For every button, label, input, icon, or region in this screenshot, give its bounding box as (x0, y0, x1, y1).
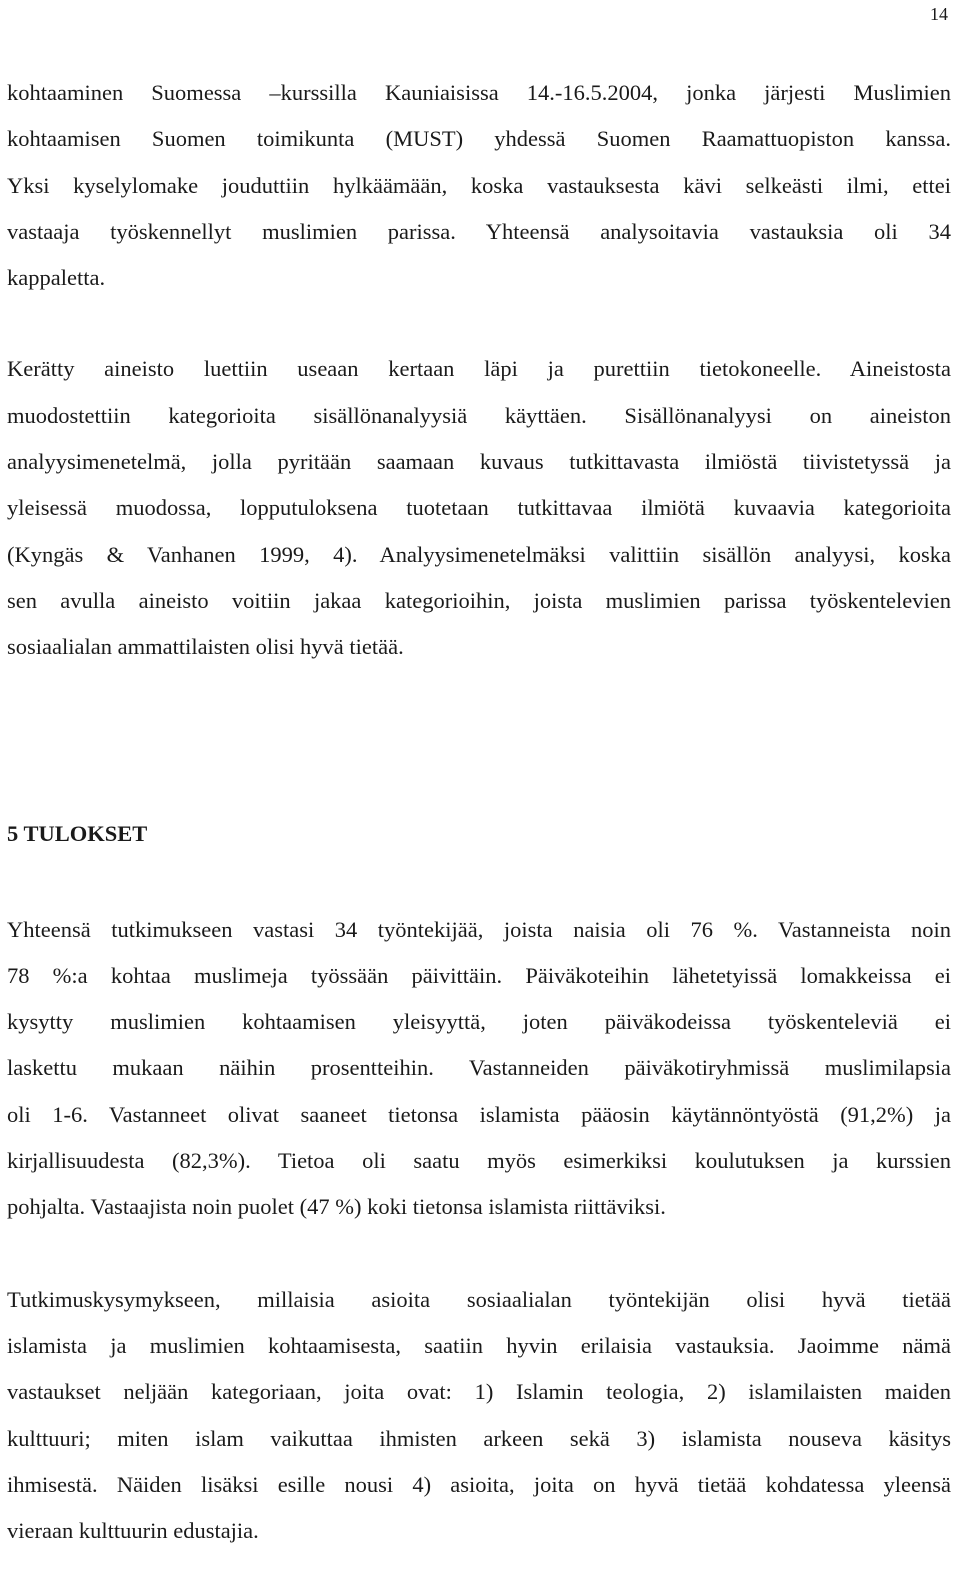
page-number: 14 (930, 4, 948, 24)
text-line: Kerätty aineisto luettiin useaan kertaan läpi ja purettiin tietokoneelle. Aineistosta (7, 356, 951, 382)
text-line: vieraan kulttuurin edustajia. (7, 1518, 259, 1544)
text-line: kysytty muslimien kohtaamisen yleisyyttä, joten päiväkodeissa työskenteleviä ei (7, 1009, 951, 1035)
text-line: islamista ja muslimien kohtaamisesta, saatiin hyvin erilaisia vastauksia. Jaoimme nämä (7, 1332, 951, 1358)
text-line: kirjallisuudesta (82,3%). Tietoa oli saatu myös esimerkiksi koulutuksen ja kurssien (7, 1148, 951, 1174)
paragraph-1 (7, 70, 951, 301)
paragraph-2 (7, 346, 951, 670)
text-line: muodostettiin kategorioita sisällönanalyysiä käyttäen. Sisällönanalyysi on aineiston (7, 402, 951, 428)
text-line: ihmisestä. Näiden lisäksi esille nousi 4) asioita, joita on hyvä tietää kohdatessa yleensä (7, 1471, 951, 1497)
text-line: kappaletta. (7, 265, 106, 291)
text-line: analyysimenetelmä, jolla pyritään saamaan kuvaus tutkittavasta ilmiöstä tiivistetyssä ja (7, 449, 951, 475)
text-line: vastaukset neljään kategoriaan, joita ovat: 1) Islamin teologia, 2) islamilaisten maiden (7, 1379, 951, 1405)
text-line: Yksi kyselylomake jouduttiin hylkäämään, koska vastauksesta kävi selkeästi ilmi, ettei (7, 172, 951, 198)
document-body (7, 70, 951, 1554)
text-line: Tutkimuskysymykseen, millaisia asioita sosiaalialan työntekijän olisi hyvä tietää (7, 1286, 951, 1312)
text-line: laskettu mukaan näihin prosentteihin. Vastanneiden päiväkotiryhmissä muslimilapsia (7, 1055, 951, 1081)
text-line: sosiaalialan ammattilaisten olisi hyvä tietää. (7, 634, 404, 660)
text-line: sen avulla aineisto voitiin jakaa kategorioihin, joista muslimien parissa työskentelevien (7, 587, 951, 613)
text-line: yleisessä muodossa, lopputuloksena tuotetaan tutkittavaa ilmiötä kuvaavia kategorioita (7, 495, 951, 521)
text-line: pohjalta. Vastaajista noin puolet (47 %) koki tietonsa islamista riittäviksi. (7, 1194, 666, 1220)
paragraph-4 (7, 1277, 951, 1555)
text-line: Yhteensä tutkimukseen vastasi 34 työntekijää, joista naisia oli 76 %. Vastanneista noin (7, 916, 951, 942)
text-line: oli 1-6. Vastanneet olivat saaneet tietonsa islamista pääosin käytännöntyöstä (91,2%) ja (7, 1101, 951, 1127)
text-line: kohtaamisen Suomen toimikunta (MUST) yhdessä Suomen Raamattuopiston kanssa. (7, 126, 951, 152)
section-heading: 5 TULOKSET (7, 820, 148, 846)
text-line: kohtaaminen Suomessa –kurssilla Kauniaisissa 14.-16.5.2004, jonka järjesti Muslimien (7, 80, 951, 105)
text-line: 78 %:a kohtaa muslimeja työssään päivittäin. Päiväkoteihin lähetetyissä lomakkeissa ei (7, 962, 951, 988)
paragraph-3 (7, 907, 951, 1231)
text-line: kulttuuri; miten islam vaikuttaa ihmisten arkeen sekä 3) islamista nouseva käsitys (7, 1425, 951, 1451)
text-line: (Kyngäs & Vanhanen 1999, 4). Analyysimenetelmäksi valittiin sisällön analyysi, koska (7, 541, 951, 567)
text-line: vastaaja työskennellyt muslimien parissa. Yhteensä analysoitavia vastauksia oli 34 (7, 218, 951, 244)
